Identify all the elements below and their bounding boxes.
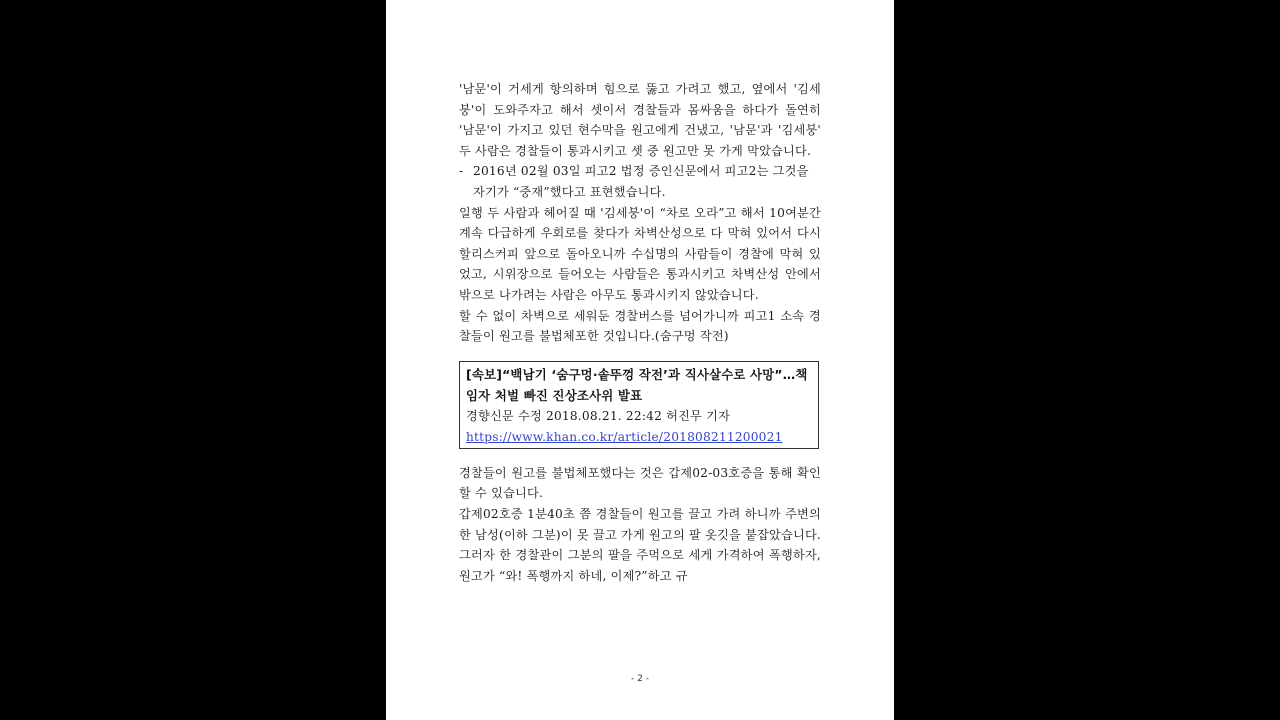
bullet-dash: - bbox=[459, 164, 464, 179]
document-page bbox=[386, 0, 894, 720]
news-headline: [속보]“백남기 ‘숨구멍·솥뚜껑 작전’과 직사살수로 사망”…책임자 처벌 빠진 진상조사위 발표 bbox=[466, 366, 808, 403]
bullet-testimony bbox=[459, 161, 821, 202]
paragraph-detour: 일행 두 사람과 헤어질 때 '김세붕'이 “차로 오라”고 해서 10여분간 계속 다급하게 우회로를 찾다가 차벽산성으로 다 막혀 있어서 다시 할리스커피 앞으로 돌아오니까 수십명의 사람들이 경찰에 막혀 있었고, 시위장으로 들어오는 사람들은 통과시키고 차벽산성 안에서 밖으로 나가려는 사람은 아무도 통과시키지 않았습니다. bbox=[459, 205, 821, 302]
news-citation-box bbox=[459, 361, 819, 449]
news-meta: 경향신문 수정 2018.08.21. 22:42 허진무 기자 bbox=[466, 408, 731, 423]
page-content bbox=[459, 79, 821, 586]
paragraph-arrest: 할 수 없이 차벽으로 세워둔 경찰버스를 넘어가니까 피고1 소속 경찰들이 원고를 불법체포한 것입니다.(숨구멍 작전) bbox=[459, 308, 821, 344]
news-article-link[interactable]: https://www.khan.co.kr/article/201808211200021 bbox=[466, 429, 783, 444]
bullet-testimony-text: 2016년 02월 03일 피고2 법정 증인신문에서 피고2는 그것을 자기가 “중재”했다고 표현했습니다. bbox=[473, 164, 809, 199]
paragraph-protest-scuffle: '남문'이 거세게 항의하며 힘으로 뚫고 가려고 했고, 옆에서 '김세붕'이 도와주자고 해서 셋이서 경찰들과 몸싸움을 하다가 돌연히 '남문'이 가지고 있던 현수막을 원고에게 건냈고, '남문'과 '김세붕' 두 사람은 경찰들이 통과시키고 셋 중 원고만 못 가게 막았습니다. bbox=[459, 82, 821, 158]
page-number: - 2 - bbox=[631, 674, 649, 684]
paragraph-evidence: 경찰들이 원고를 불법체포했다는 것은 갑제02-03호증을 통해 확인할 수 있습니다. bbox=[459, 465, 821, 501]
paragraph-assault: 갑제02호증 1분40초 쯤 경찰들이 원고를 끌고 가려 하니까 주변의 한 남성(이하 그분)이 못 끌고 가게 원고의 팔 옷깃을 붙잡았습니다. 그러자 한 경찰관이 그분의 팔을 주먹으로 세게 가격하여 폭행하자, 원고가 “와! 폭행까지 하네, 이제?”하고 규 bbox=[459, 506, 821, 583]
